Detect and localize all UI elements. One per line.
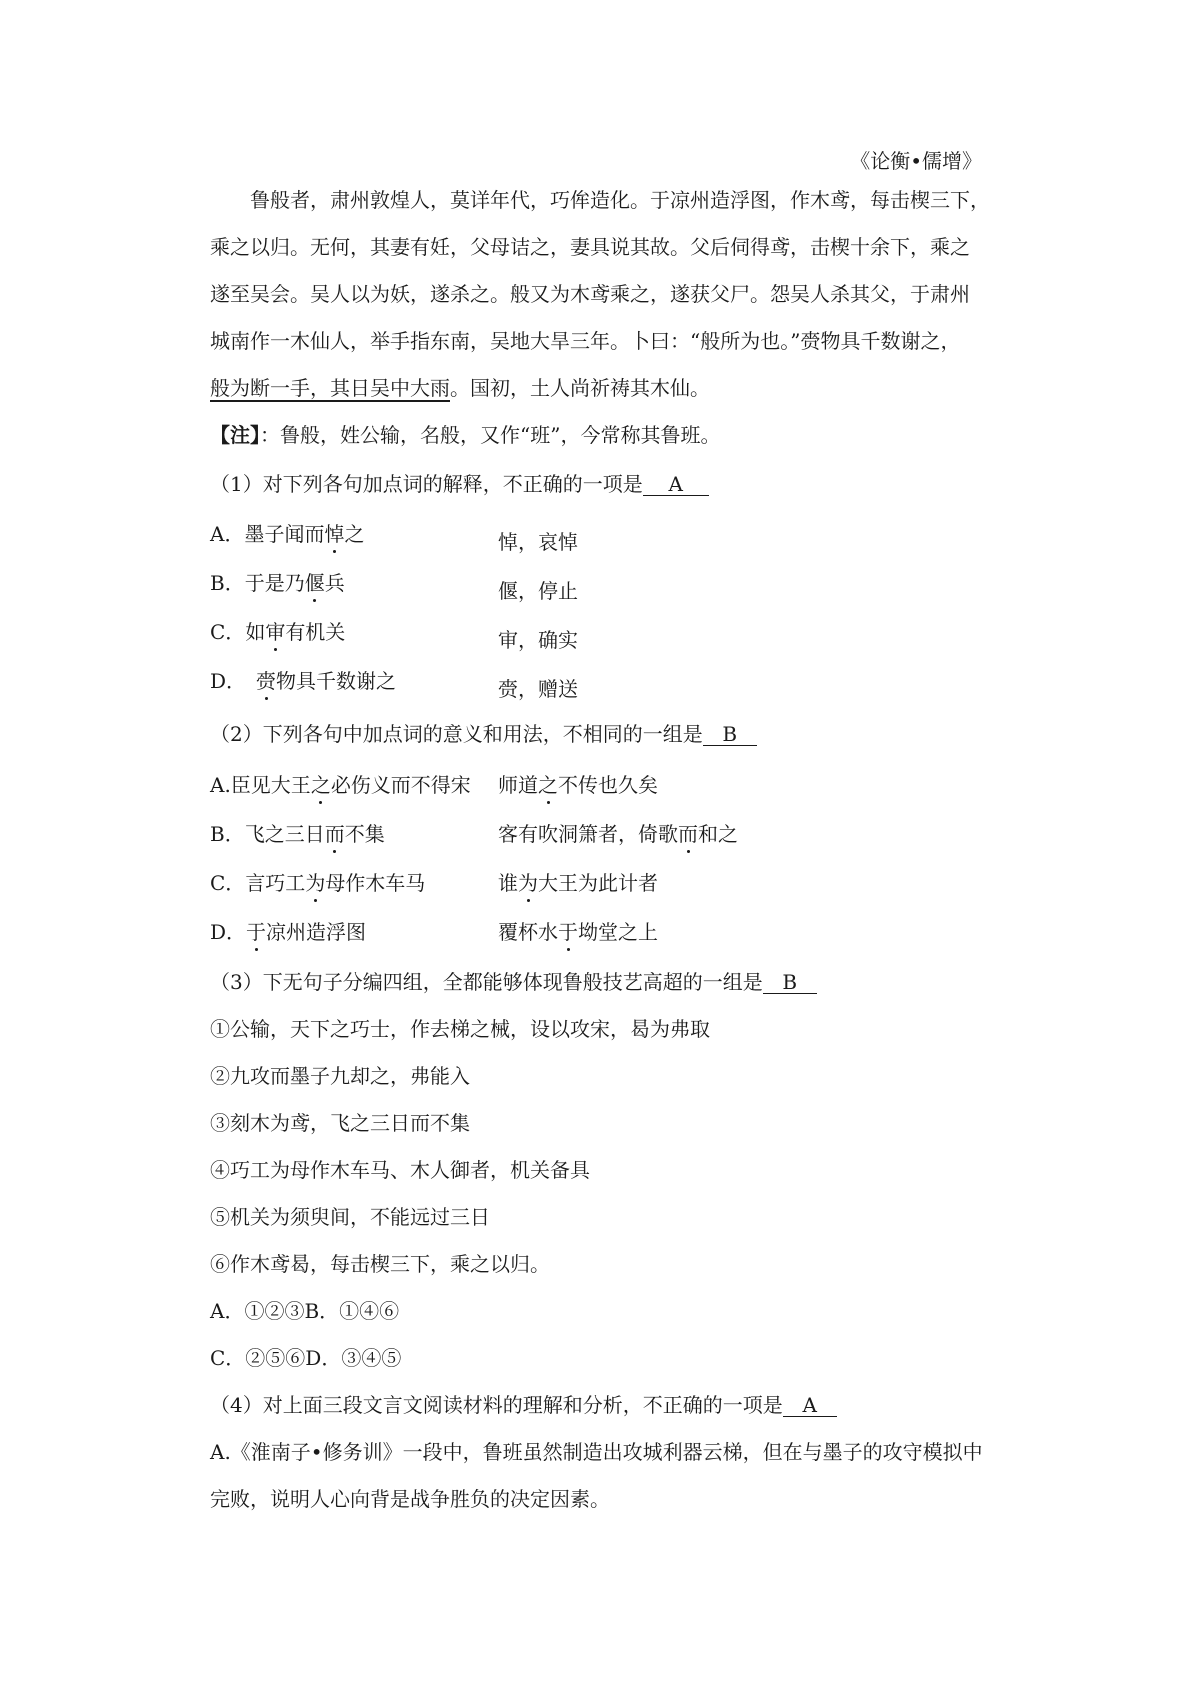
option-text: 必伤义而不得宋	[330, 773, 471, 797]
passage-line-1: 鲁般者，肃州敦煌人，莫详年代，巧侔造化。于凉州造浮图，作木鸢，每击楔三下，	[250, 188, 990, 212]
passage-line-5	[210, 374, 710, 402]
q4-stem	[210, 1391, 837, 1419]
q1-stem	[210, 470, 709, 498]
q1-gloss-c: 审，确实	[498, 628, 578, 652]
q3-item-3: ③刻木为鸢，飞之三日而不集	[210, 1111, 470, 1135]
q2-option-d-right	[498, 918, 658, 946]
option-letter: C．	[210, 871, 246, 895]
q1-gloss-b: 偃，停止	[498, 579, 578, 603]
source-title: 《论衡•儒增》	[850, 149, 982, 173]
q1-gloss-a: 悼，哀悼	[498, 530, 578, 554]
option-text: 坳堂之上	[578, 920, 658, 944]
underlined-sentence: 般为断一手，其日吴中大雨	[210, 376, 450, 400]
option-text: 之	[344, 522, 365, 546]
passage-line-2: 乘之以归。无何，其妻有妊，父母诘之，妻具说其故。父后伺得鸢，击楔十余下，乘之	[210, 235, 970, 259]
q1-option-c	[210, 618, 345, 646]
option-letter: D．	[210, 669, 247, 693]
option-text: 覆杯水	[498, 920, 558, 944]
option-text: 大王为此计者	[538, 871, 658, 895]
q1-gloss-d: 赍，赠送	[498, 677, 578, 701]
q2-option-b	[210, 820, 385, 848]
dotted-word: 而	[678, 822, 698, 846]
option-text: 飞之三日	[244, 822, 325, 846]
q3-answer-blank: B	[763, 971, 817, 994]
passage-line-4: 城南作一木仙人，举手指东南，吴地大旱三年。卜曰：“般所为也。”赍物具千数谢之，	[210, 329, 961, 353]
dotted-word: 为	[305, 871, 326, 895]
note-label: 【注】	[210, 423, 260, 447]
option-text: 如	[245, 620, 266, 644]
q4-stem-text: （4）对上面三段文言文阅读材料的理解和分析，不正确的一项是	[210, 1393, 783, 1417]
option-letter: A.	[210, 773, 231, 797]
q2-option-a-right	[498, 771, 658, 799]
dotted-word: 而	[324, 822, 345, 846]
q2-option-d	[210, 918, 366, 946]
q1-answer-blank: A	[643, 473, 709, 496]
q4-option-a-line-2: 完败，说明人心向背是战争胜负的决定因素。	[210, 1487, 610, 1511]
option-text: 母作木车马	[325, 871, 426, 895]
option-text: 于是乃	[244, 571, 305, 595]
option-text: 臣见大王	[230, 773, 311, 797]
dotted-word: 于	[246, 920, 267, 944]
q1-option-d	[210, 667, 396, 695]
dotted-word: 之	[310, 773, 331, 797]
dotted-word: 审	[265, 620, 286, 644]
dotted-word: 之	[538, 773, 558, 797]
q2-option-c-right	[498, 869, 658, 897]
option-text: 兵	[324, 571, 345, 595]
q4-option-a-line-1: A.《淮南子•修务训》一段中，鲁班虽然制造出攻城利器云梯，但在与墨子的攻守模拟中	[210, 1440, 983, 1464]
q2-option-b-right	[498, 820, 738, 848]
note	[210, 421, 720, 449]
option-text: 言巧工	[245, 871, 306, 895]
option-text: 师道	[498, 773, 538, 797]
q2-stem-text: （2）下列各句中加点词的意义和用法，不相同的一组是	[210, 722, 703, 746]
passage-line-5-rest: 。国初，土人尚祈祷其木仙。	[450, 376, 710, 400]
option-text: 和之	[698, 822, 738, 846]
passage-line-3: 遂至吴会。吴人以为妖，遂杀之。般又为木鸢乘之，遂获父尸。怨吴人杀其父，于肃州	[210, 282, 970, 306]
q4-answer-blank: A	[783, 1394, 837, 1417]
option-text: 墨子闻而	[244, 522, 325, 546]
note-text: ：鲁般，姓公输，名般，又作“班”，今常称其鲁班。	[260, 423, 721, 447]
option-text: 凉州造浮图	[266, 920, 367, 944]
dotted-word: 偃	[304, 571, 325, 595]
q2-option-a	[210, 771, 471, 799]
q2-answer-blank: B	[703, 723, 757, 746]
dotted-word: 为	[518, 871, 538, 895]
q3-item-2: ②九攻而墨子九却之，弗能入	[210, 1064, 470, 1088]
q1-option-a	[210, 520, 364, 548]
option-letter: D．	[210, 920, 247, 944]
q3-stem-text: （3）下无句子分编四组，全都能够体现鲁般技艺高超的一组是	[210, 970, 763, 994]
option-text: 有机关	[285, 620, 346, 644]
q2-stem	[210, 720, 757, 748]
q3-choices-ab: A．①②③B．①④⑥	[210, 1299, 400, 1323]
option-letter: B．	[210, 822, 245, 846]
q3-item-4: ④巧工为母作木车马、木人御者，机关备具	[210, 1158, 590, 1182]
option-text: 物具千数谢之	[276, 669, 397, 693]
dotted-word: 赍	[256, 669, 277, 693]
option-text: 客有吹洞箫者，倚歌	[498, 822, 678, 846]
q1-stem-text: （1）对下列各句加点词的解释，不正确的一项是	[210, 472, 643, 496]
option-letter: C．	[210, 620, 246, 644]
dotted-word: 于	[558, 920, 578, 944]
q3-stem	[210, 968, 817, 996]
q3-item-6: ⑥作木鸢曷，每击楔三下，乘之以归。	[210, 1252, 550, 1276]
option-text: 不传也久矣	[558, 773, 658, 797]
q1-option-b	[210, 569, 345, 597]
option-text: 不集	[344, 822, 385, 846]
option-letter: A．	[210, 522, 245, 546]
q3-item-1: ①公输，天下之巧士，作去梯之械，设以攻宋，曷为弗取	[210, 1017, 710, 1041]
option-text: 谁	[498, 871, 518, 895]
option-letter: B．	[210, 571, 245, 595]
dotted-word: 悼	[324, 522, 345, 546]
q3-choices-cd: C．②⑤⑥D．③④⑤	[210, 1346, 402, 1370]
q3-item-5: ⑤机关为须臾间，不能远过三日	[210, 1205, 490, 1229]
q2-option-c	[210, 869, 425, 897]
